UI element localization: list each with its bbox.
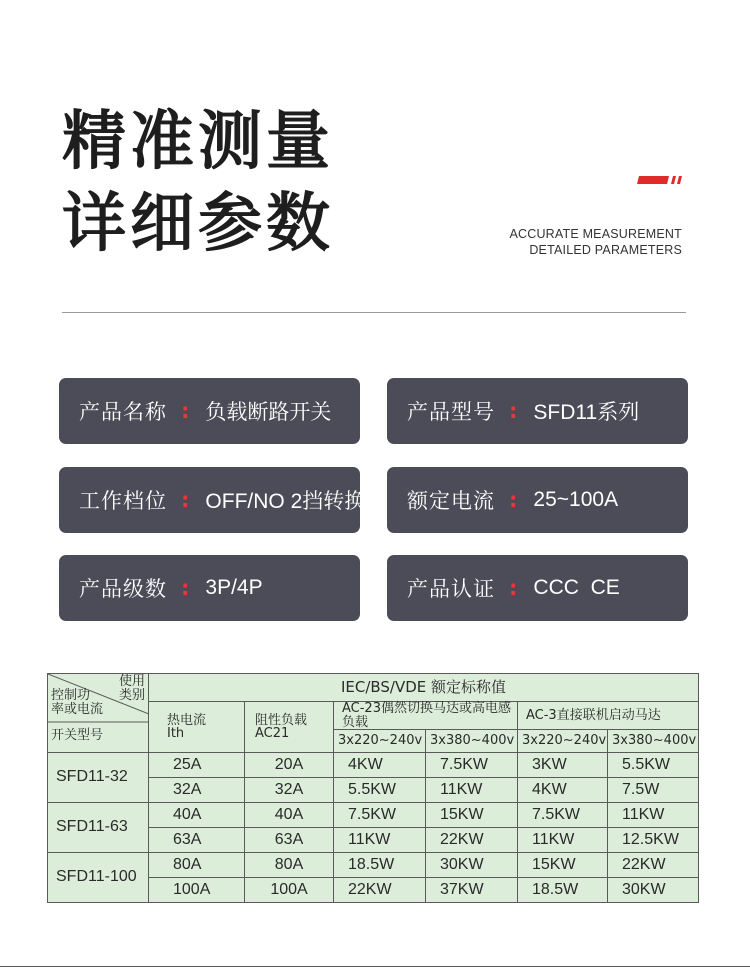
- model-cell: SFD11-63: [48, 803, 149, 853]
- model-cell: SFD11-32: [48, 753, 149, 803]
- spec-separator: :: [509, 488, 518, 512]
- spec-value: SFD11系列: [533, 401, 640, 424]
- table-cell: 18.5W: [518, 878, 608, 903]
- table-cell: 7.5KW: [334, 803, 426, 828]
- red-slash-decoration: [637, 176, 683, 184]
- col-group-ac3: AC-3直接联机启动马达: [518, 702, 699, 730]
- spec-value: 3P/4P: [205, 576, 263, 599]
- table-cell: 63A: [245, 828, 334, 853]
- subtitle-english-line-1: ACCURATE MEASUREMENT: [509, 227, 682, 241]
- spec-card-poles: [59, 555, 360, 621]
- spec-value: CCC CE: [533, 576, 620, 599]
- table-cell: 11KW: [334, 828, 426, 853]
- table-cell: 7.5KW: [518, 803, 608, 828]
- table-cell: 11KW: [518, 828, 608, 853]
- spec-label: 工作档位: [79, 489, 167, 513]
- voltage-header: 3x220~240v: [334, 730, 426, 753]
- voltage-header: 3x380~400v: [426, 730, 518, 753]
- table-cell: 15KW: [518, 853, 608, 878]
- spec-label: 产品认证: [407, 577, 495, 601]
- spec-separator: :: [181, 488, 190, 512]
- table-cell: 7.5KW: [426, 753, 518, 778]
- section-divider: [62, 312, 686, 313]
- table-cell: 3KW: [518, 753, 608, 778]
- col-header-thermal: 热电流 Ith: [149, 702, 245, 753]
- page-title-line-1: 精准测量: [62, 105, 334, 179]
- table-cell: 5.5KW: [608, 753, 699, 778]
- spec-value: 25~100A: [533, 488, 619, 511]
- spec-label: 产品级数: [79, 577, 167, 601]
- corner-label-power: 控制功 率或电流: [51, 688, 104, 718]
- table-cell: 32A: [245, 778, 334, 803]
- model-cell: SFD11-100: [48, 853, 149, 903]
- table-cell: 22KW: [426, 828, 518, 853]
- corner-label-category: 使用 类别: [118, 674, 145, 704]
- table-corner-cell: [48, 674, 149, 753]
- table-cell: 22KW: [608, 853, 699, 878]
- table-main-header: IEC/BS/VDE 额定标称值: [149, 674, 699, 702]
- table-cell: 20A: [245, 753, 334, 778]
- table-cell: 22KW: [334, 878, 426, 903]
- table-cell: 4KW: [518, 778, 608, 803]
- spec-separator: :: [509, 399, 518, 423]
- table-cell: 80A: [149, 853, 245, 878]
- table-cell: 40A: [245, 803, 334, 828]
- spec-card-certification: [387, 555, 688, 621]
- rating-table: [47, 673, 699, 903]
- spec-card-rated-current: [387, 467, 688, 533]
- table-cell: 63A: [149, 828, 245, 853]
- spec-card-working-position: [59, 467, 366, 533]
- table-cell: 12.5KW: [608, 828, 699, 853]
- table-cell: 18.5W: [334, 853, 426, 878]
- spec-separator: :: [181, 576, 190, 600]
- spec-label: 产品型号: [407, 400, 495, 424]
- bottom-divider: [0, 966, 750, 967]
- table-cell: 25A: [149, 753, 245, 778]
- voltage-header: 3x380~400v: [608, 730, 699, 753]
- table-cell: 32A: [149, 778, 245, 803]
- table-cell: 100A: [149, 878, 245, 903]
- table-cell: 40A: [149, 803, 245, 828]
- table-cell: 30KW: [608, 878, 699, 903]
- spec-value: OFF/NO 2挡转换: [205, 490, 366, 513]
- table-cell: 100A: [245, 878, 334, 903]
- spec-label: 额定电流: [407, 489, 495, 513]
- spec-card-product-name: [59, 378, 360, 444]
- table-cell: 80A: [245, 853, 334, 878]
- table-cell: 11KW: [608, 803, 699, 828]
- table-cell: 15KW: [426, 803, 518, 828]
- subtitle-english-line-2: DETAILED PARAMETERS: [529, 243, 682, 257]
- table-cell: 4KW: [334, 753, 426, 778]
- page-title-line-2: 详细参数: [62, 187, 334, 261]
- spec-value: 负载断路开关: [205, 401, 332, 424]
- col-header-resistive: 阻性负载 AC21: [245, 702, 334, 753]
- table-cell: 5.5KW: [334, 778, 426, 803]
- table-cell: 30KW: [426, 853, 518, 878]
- corner-label-model: 开关型号: [51, 728, 104, 743]
- spec-label: 产品名称: [79, 400, 167, 424]
- col-group-ac23: AC-23偶然切换马达或高电感负载: [334, 702, 518, 730]
- spec-card-product-model: [387, 378, 688, 444]
- voltage-header: 3x220~240v: [518, 730, 608, 753]
- spec-separator: :: [509, 576, 518, 600]
- spec-separator: :: [181, 399, 190, 423]
- table-cell: 37KW: [426, 878, 518, 903]
- table-cell: 11KW: [426, 778, 518, 803]
- table-cell: 7.5W: [608, 778, 699, 803]
